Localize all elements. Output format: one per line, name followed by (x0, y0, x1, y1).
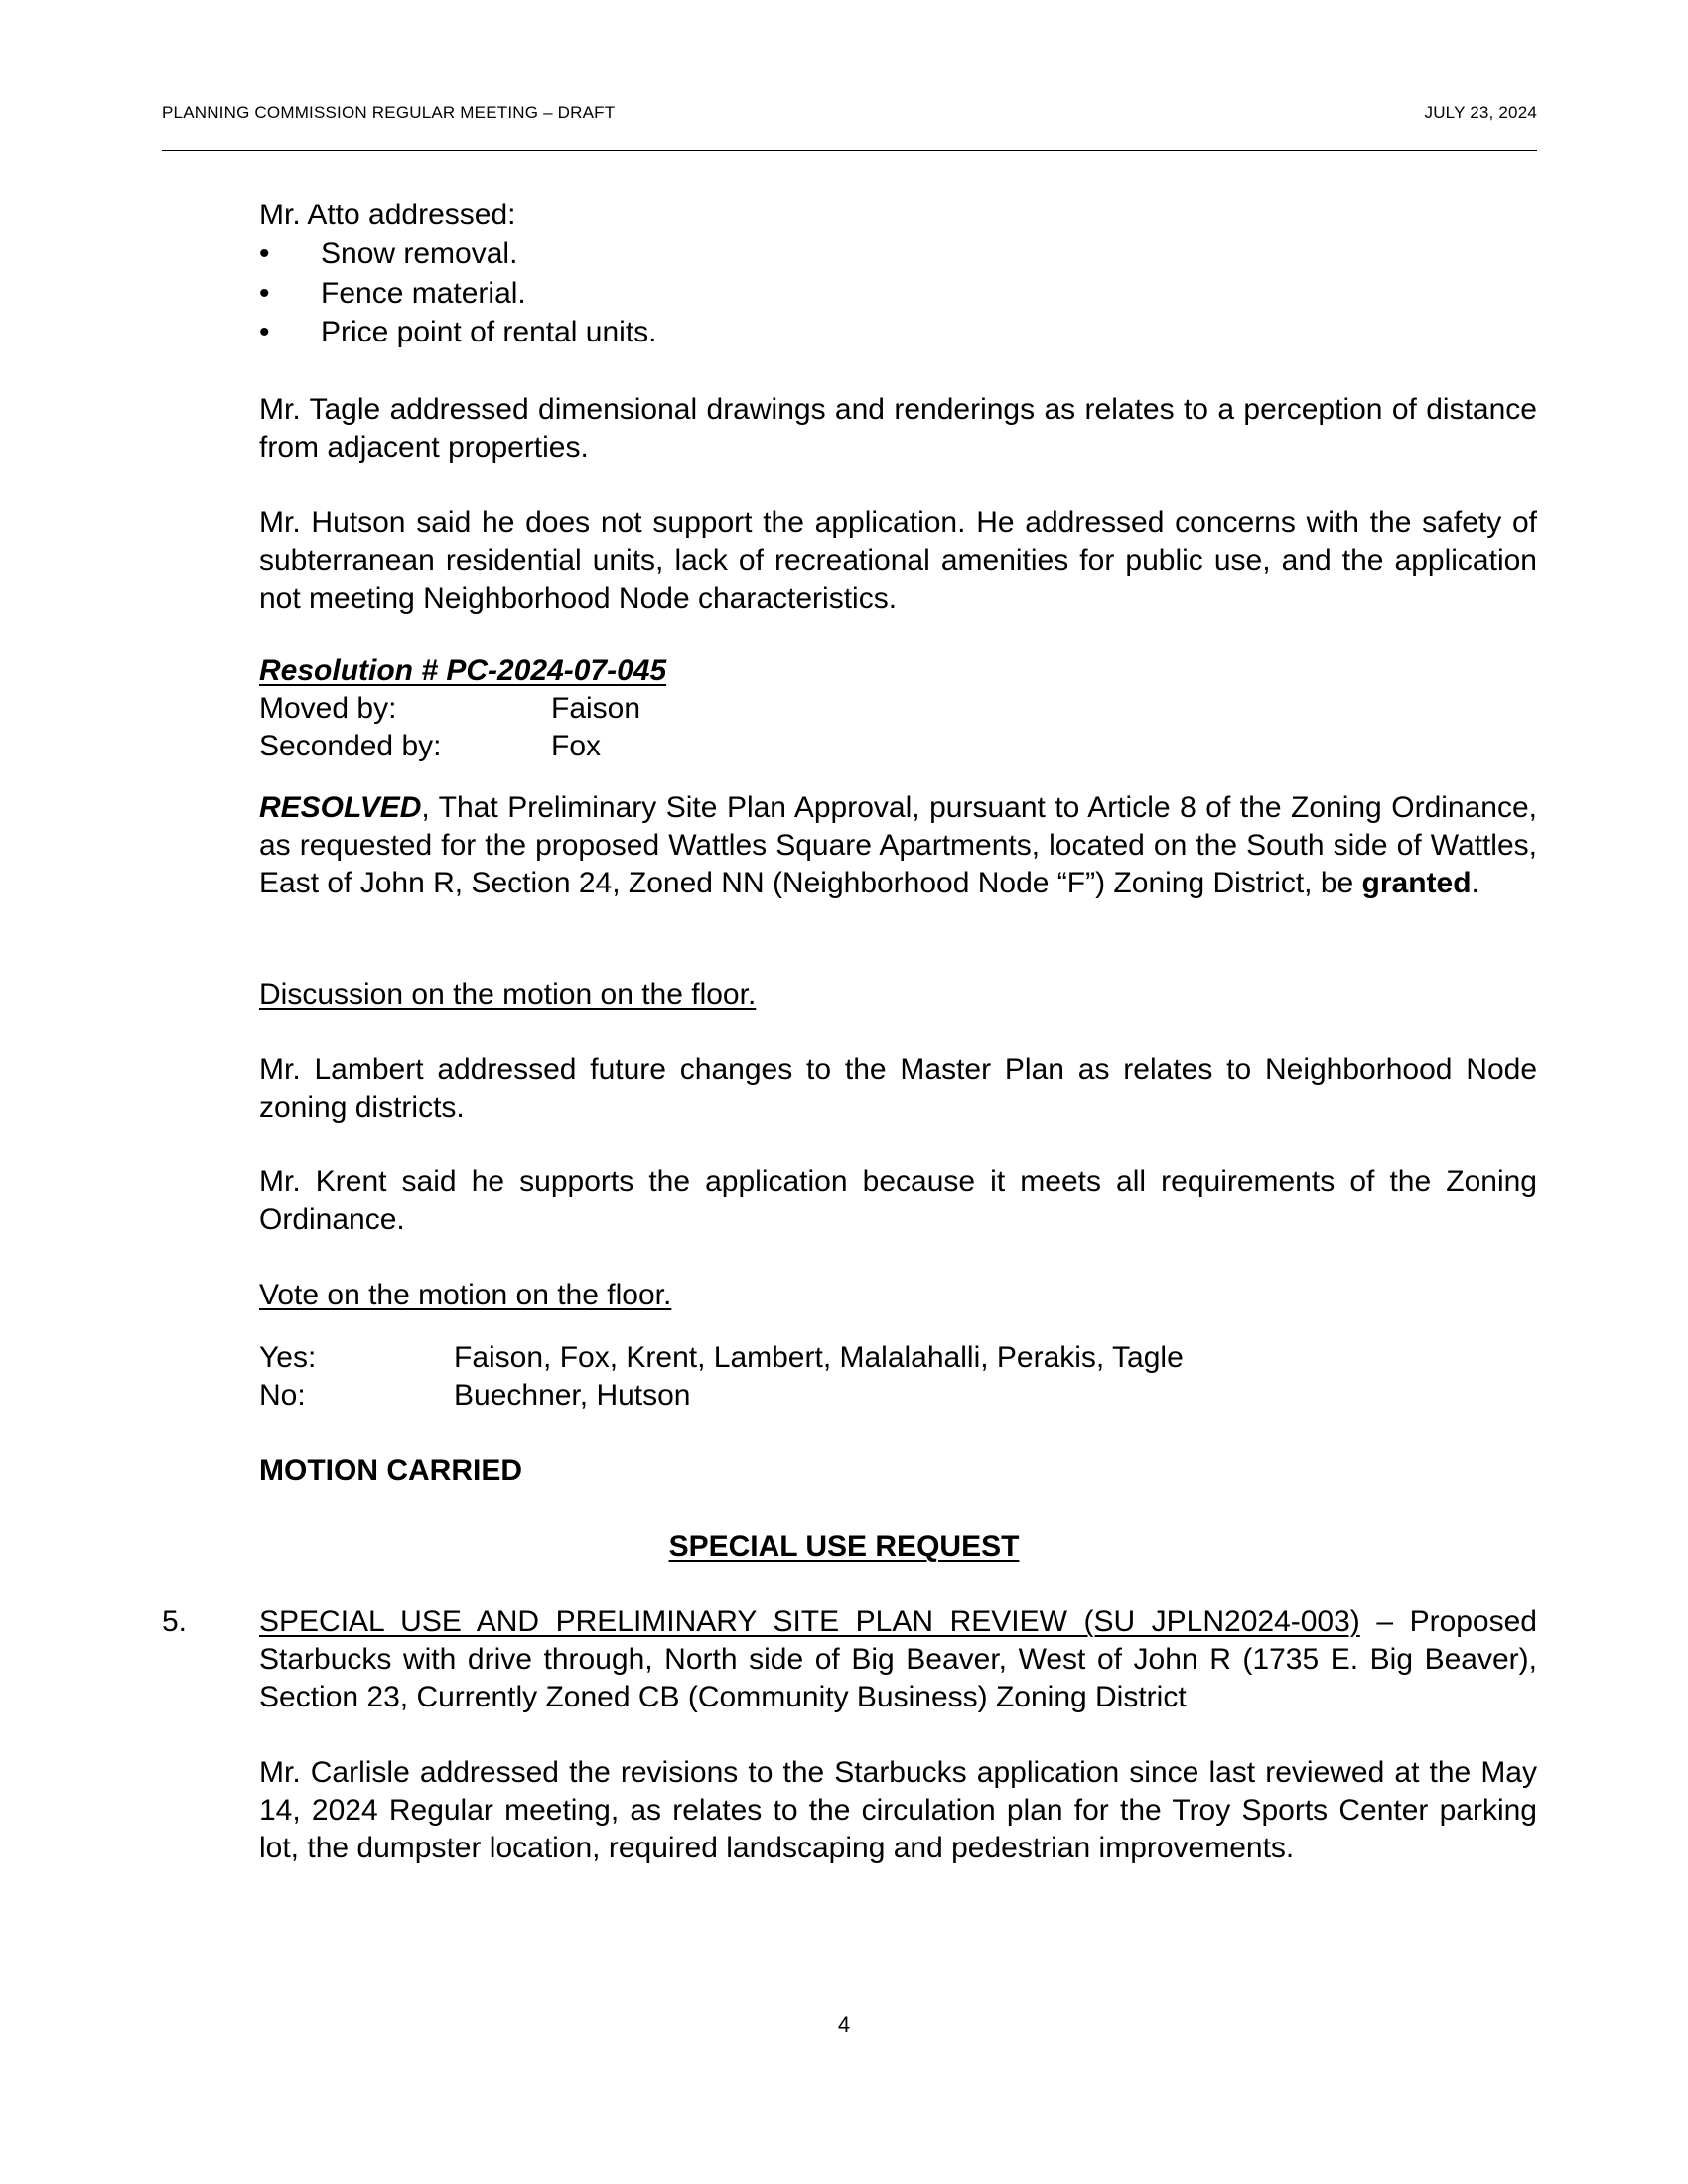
resolved-paragraph (259, 789, 1537, 902)
moved-by-label: Moved by: (259, 692, 397, 725)
bullet-text: Fence material. (321, 277, 526, 310)
krent-paragraph: Mr. Krent said he supports the application because it meets all requirements of the Zoning Ordinance. (259, 1165, 1537, 1236)
seconded-by-value: Fox (551, 730, 602, 762)
carlisle-paragraph: Mr. Carlisle addressed the revisions to the Starbucks application since last reviewed at the May 14, 2024 Regular meeting, as relates to the circulation plan for the Troy Sports Center parking lot, the dumpster location, required landscaping and pedestrian improvements. (259, 1756, 1537, 1864)
vote-heading-text: Vote on the motion on the floor. (259, 1279, 672, 1311)
item5-title-rest: – Proposed Starbucks with drive through, North side of Big Beaver, West of John R (1735 E. Big Beaver), Section 23, Currently Zoned CB (Community Business) Zoning District (259, 1605, 1537, 1713)
moved-by-value: Faison (551, 692, 641, 725)
seconded-by-label: Seconded by: (259, 730, 442, 762)
vote-yes-row (259, 1339, 1537, 1377)
bullet-icon: • (259, 237, 270, 270)
vote-yes-label: Yes: (259, 1341, 317, 1374)
bullet-text: Price point of rental units. (321, 316, 657, 348)
resolved-text: , That Preliminary Site Plan Approval, pursuant to Article 8 of the Zoning Ordinance, as requested for the proposed Wattles Square Apartments, located on the South side of Wattles, East of John R, Section 24, Zoned NN (Neighborhood Node “F”) Zoning District, be (259, 791, 1537, 899)
item5-title-underlined: SPECIAL USE AND PRELIMINARY SITE PLAN REVIEW (SU JPLN2024-003) (259, 1605, 1360, 1638)
section-heading-text: SPECIAL USE REQUEST (668, 1530, 1020, 1563)
section-heading (0, 1528, 1688, 1566)
resolution-title (259, 652, 1537, 690)
page-number: 4 (837, 2012, 851, 2037)
bullet-text: Snow removal. (321, 237, 518, 270)
granted-word: granted (1361, 867, 1472, 899)
vote-no-row (259, 1377, 1537, 1415)
atto-intro: Mr. Atto addressed: (259, 199, 516, 231)
moved-by-row (259, 690, 1537, 728)
seconded-by-row (259, 728, 1537, 765)
resolved-word: RESOLVED (259, 791, 422, 824)
vote-no-value: Buechner, Hutson (454, 1379, 691, 1412)
header-date: JULY 23, 2024 (1424, 103, 1537, 122)
bullet-icon: • (259, 316, 270, 348)
vote-no-label: No: (259, 1379, 306, 1412)
item-number: 5. (162, 1605, 188, 1638)
resolved-end: . (1471, 867, 1479, 899)
header-rule (162, 150, 1537, 151)
motion-result: MOTION CARRIED (259, 1454, 522, 1487)
tagle-paragraph: Mr. Tagle addressed dimensional drawings and renderings as relates to a perception of distance from adjacent properties. (259, 393, 1537, 464)
hutson-paragraph: Mr. Hutson said he does not support the application. He addressed concerns with the safety of subterranean residential units, lack of recreational amenities for public use, and the application not meeting Neighborhood Node characteristics. (259, 506, 1537, 614)
discussion-heading (259, 976, 1537, 1014)
lambert-paragraph: Mr. Lambert addressed future changes to the Master Plan as relates to Neighborhood Node zoning districts. (259, 1053, 1537, 1124)
vote-yes-value: Faison, Fox, Krent, Lambert, Malalahalli, Perakis, Tagle (454, 1341, 1184, 1374)
bullet-icon: • (259, 277, 270, 310)
header-meeting-title: PLANNING COMMISSION REGULAR MEETING – DRAFT (162, 103, 616, 122)
discussion-heading-text: Discussion on the motion on the floor. (259, 978, 757, 1011)
vote-heading (259, 1277, 1537, 1314)
resolution-number: Resolution # PC-2024-07-045 (259, 654, 667, 687)
item5-title (259, 1603, 1537, 1716)
